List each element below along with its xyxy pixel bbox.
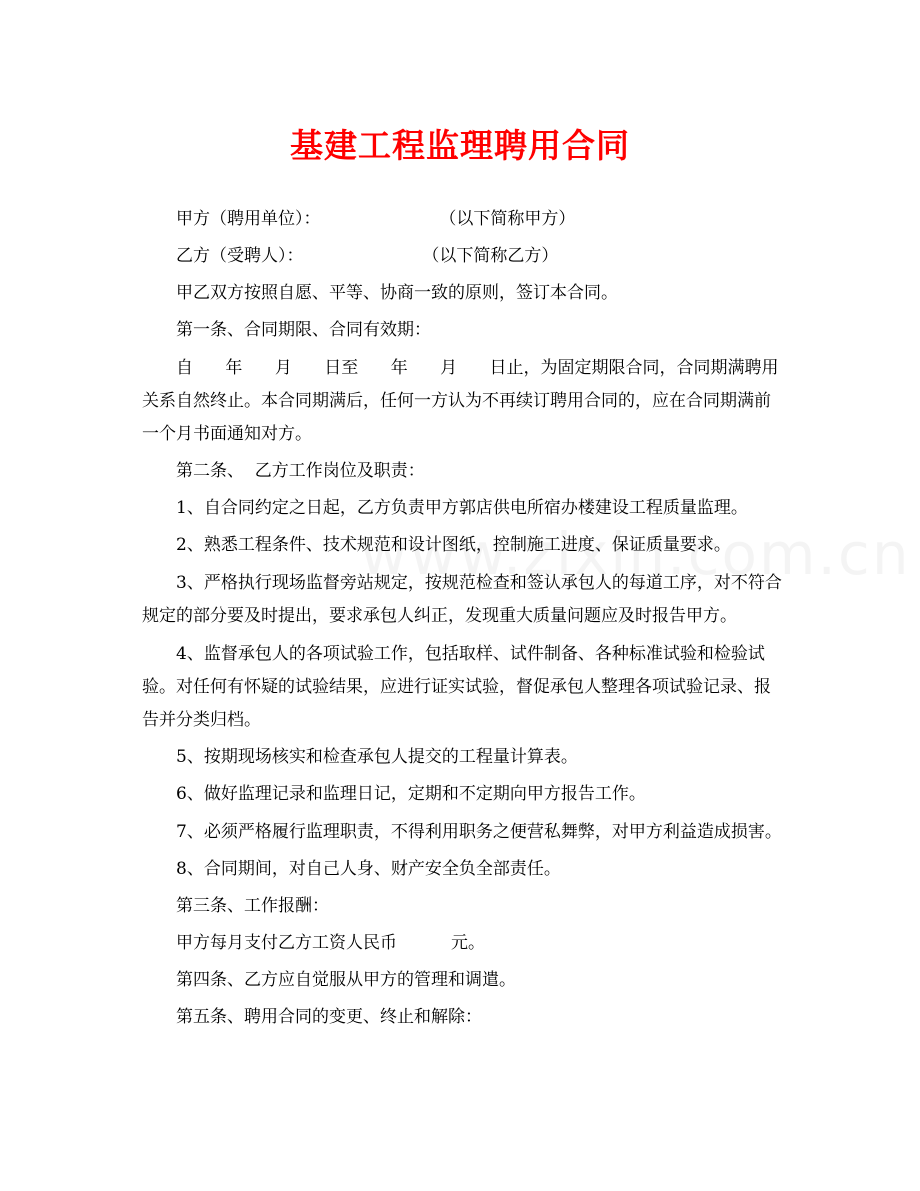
duty-item-2: 2、熟悉工程条件、技术规范和设计图纸，控制施工进度、保证质量要求。	[176, 535, 731, 555]
preamble-paragraph: 甲乙双方按照自愿、平等、协商一致的原则，签订本合同。	[176, 283, 618, 303]
duty-item-3: 3、严格执行现场监督旁站规定，按规范检查和签认承包人的每道工序，对不符合规定的部分要及时提出，要求承包人纠正，发现重大质量问题应及时报告甲方。	[142, 573, 782, 626]
salary-line: 甲方每月支付乙方工资人民币 元。	[176, 933, 486, 953]
party-b-line: 乙方（受聘人）： （以下简称乙方）	[176, 246, 559, 266]
article-2-heading: 第二条、 乙方工作岗位及职责：	[176, 461, 425, 481]
duty-item-8: 8、合同期间，对自己人身、财产安全负全部责任。	[176, 859, 561, 879]
duty-item-4: 4、监督承包人的各项试验工作，包括取样、试件制备、各种标准试验和检验试验。对任何有怀疑的试验结果，应进行证实试验，督促承包人整理各项试验记录、报告并分类归档。	[142, 644, 771, 730]
article-4-heading: 第四条、乙方应自觉服从甲方的管理和调遣。	[176, 970, 516, 990]
duty-item-1: 1、自合同约定之日起，乙方负责甲方郭店供电所宿办楼建设工程质量监理。	[176, 498, 748, 518]
duty-item-6: 6、做好监理记录和监理日记，定期和不定期向甲方报告工作。	[176, 784, 646, 804]
article-1-heading: 第一条、合同期限、合同有效期：	[176, 320, 431, 340]
duty-item-7: 7、必须严格履行监理职责，不得利用职务之便营私舞弊，对甲方利益造成损害。	[176, 822, 782, 842]
article-3-heading: 第三条、工作报酬：	[176, 896, 329, 916]
article-5-heading: 第五条、聘用合同的变更、终止和解除：	[176, 1007, 482, 1027]
document-title: 基建工程监理聘用合同	[290, 126, 630, 165]
duty-item-5: 5、按期现场核实和检查承包人提交的工程量计算表。	[176, 747, 578, 767]
party-a-line: 甲方（聘用单位）： （以下简称甲方）	[176, 209, 576, 229]
article-1-paragraph: 自 年 月 日至 年 月 日止，为固定期限合同，合同期满聘用关系自然终止。本合同期满后，任何一方认为不再续订聘用合同的，应在合同期满前一个月书面通知对方。	[142, 358, 779, 444]
document-body	[142, 204, 782, 1039]
